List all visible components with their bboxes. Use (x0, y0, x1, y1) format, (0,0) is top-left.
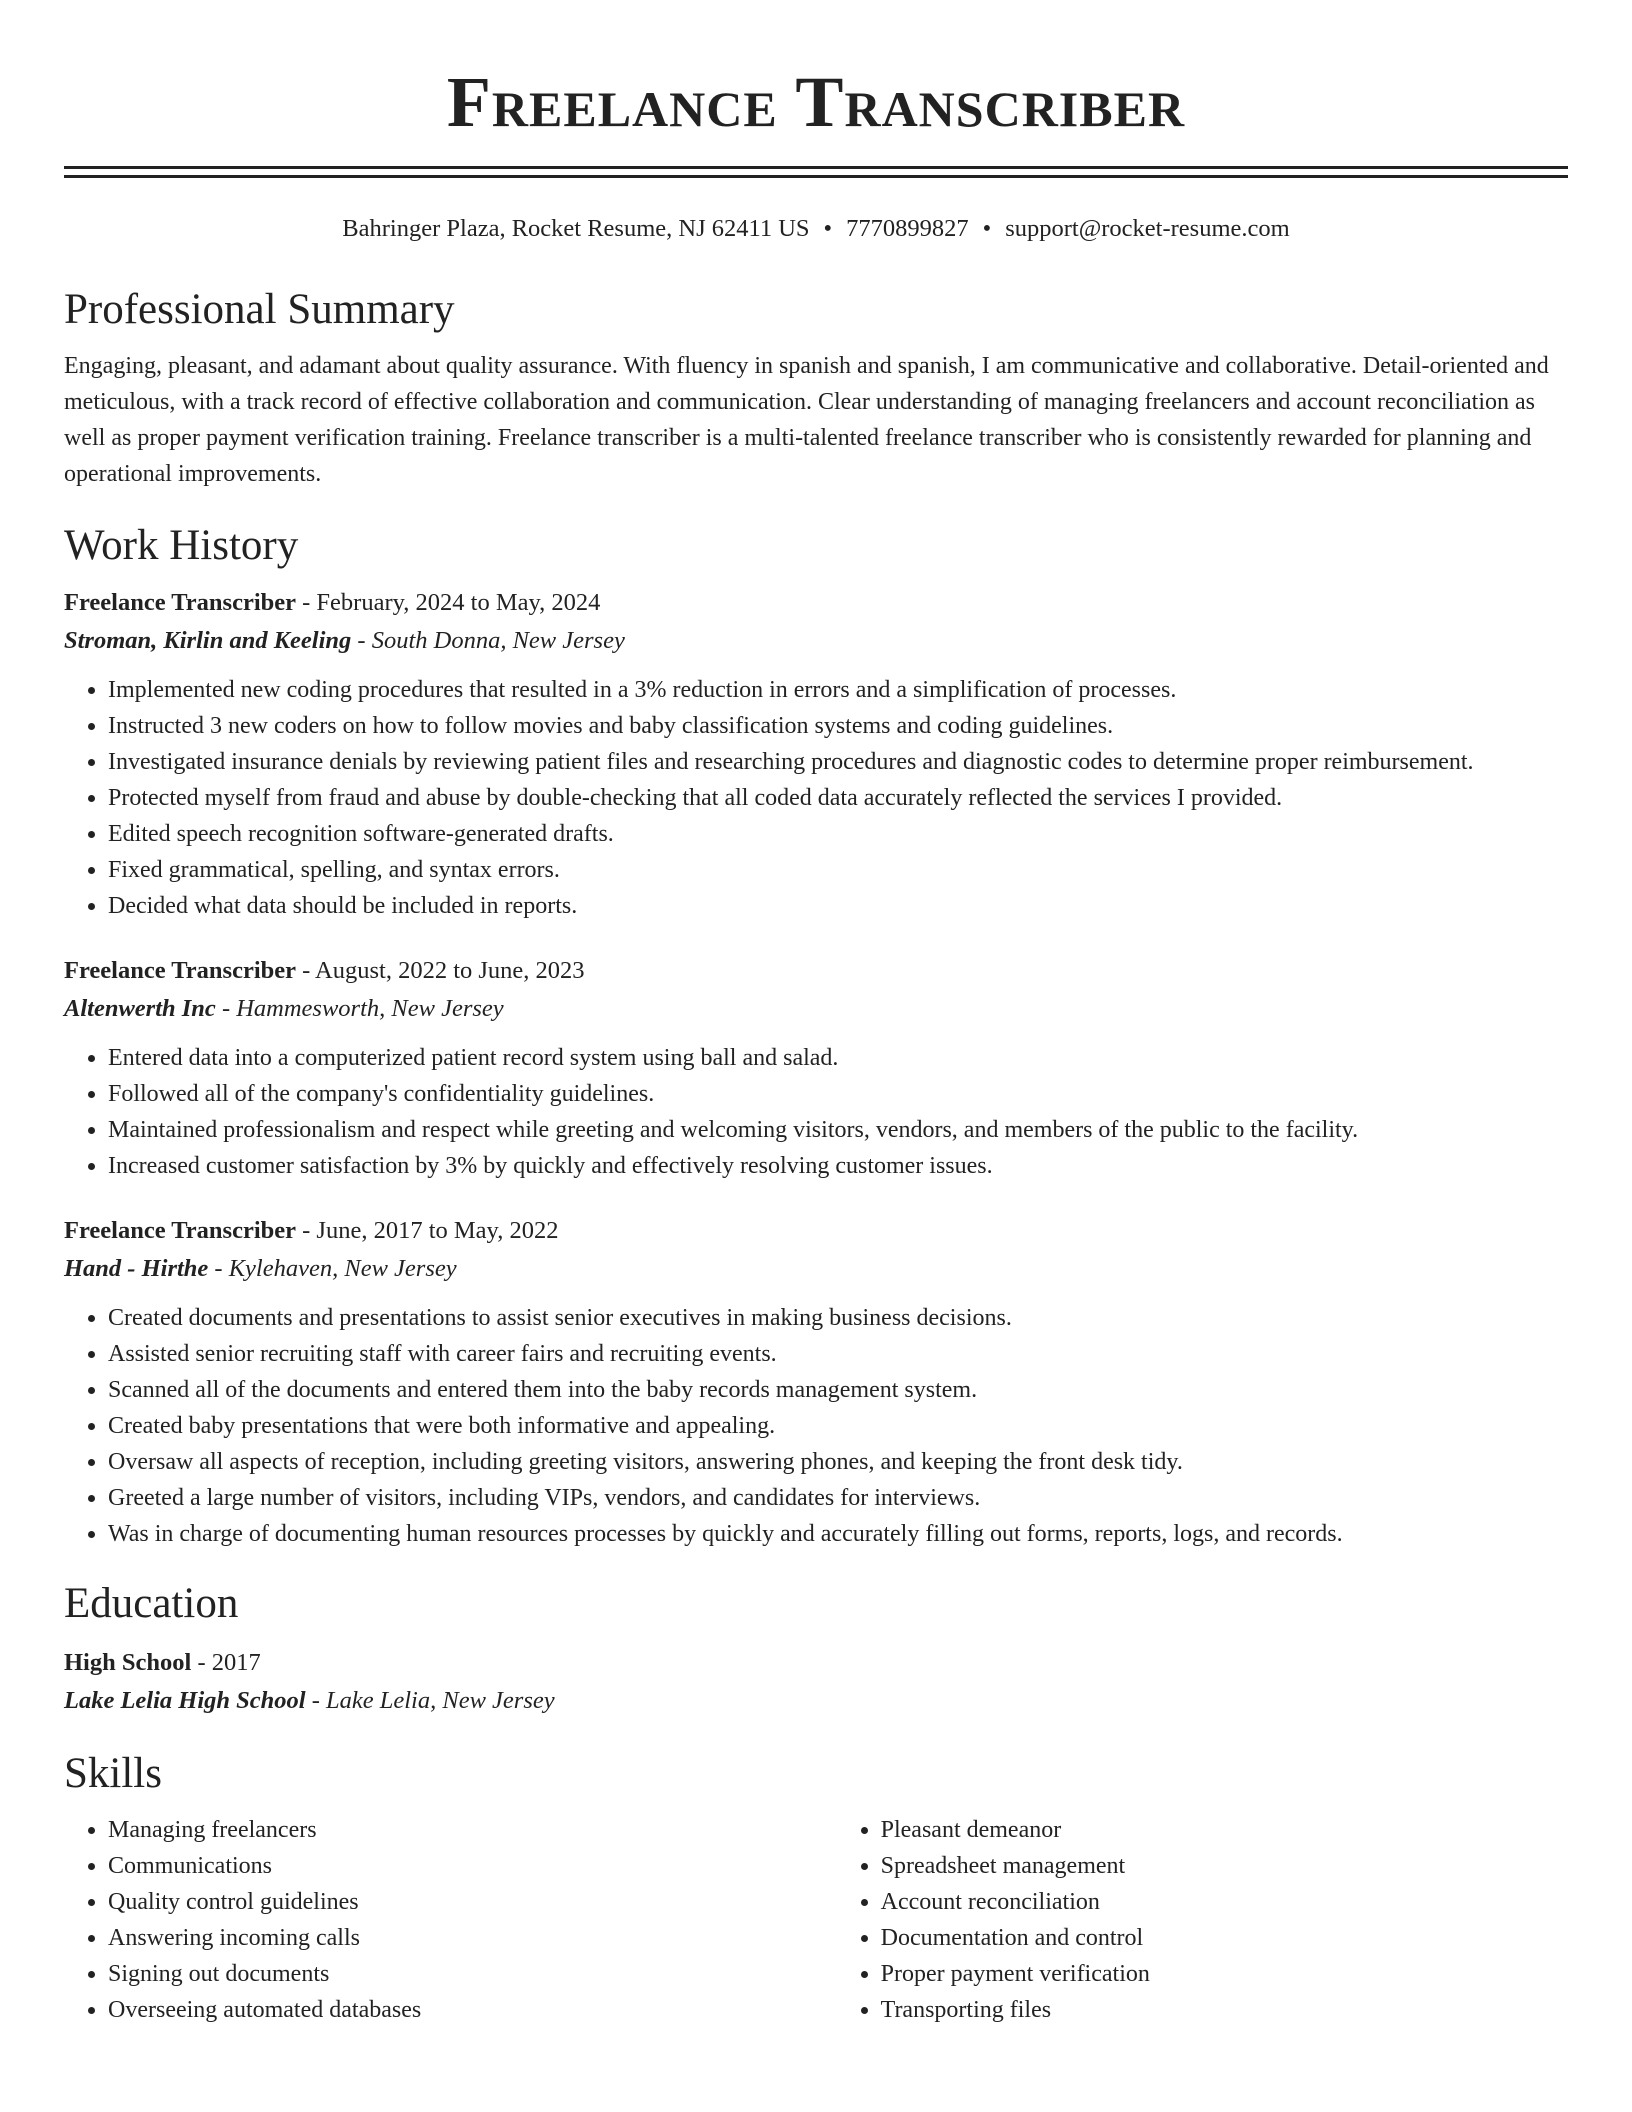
job-location: - Kylehaven, New Jersey (208, 1255, 457, 1282)
education-heading: Education (64, 1580, 239, 1627)
job-entry (64, 586, 1568, 924)
job-bullet: • Investigated insurance denials by reviewing patient files and researching procedures and diagnostic codes to determine proper reimbursement. (108, 744, 1568, 780)
skill-item: • Account reconciliation (881, 1884, 1568, 1920)
contact-email: support@rocket-resume.com (1005, 215, 1290, 242)
skill-item: • Transporting files (881, 1992, 1568, 2028)
contact-line (64, 214, 1568, 244)
header-divider-top (64, 166, 1568, 169)
education-location: - Lake Lelia, New Jersey (305, 1687, 555, 1714)
job-bullets (64, 1300, 1568, 1552)
job-bullet: • Greeted a large number of visitors, including VIPs, vendors, and candidates for interviews. (108, 1480, 1568, 1516)
job-bullets (64, 1040, 1568, 1184)
job-bullet: • Edited speech recognition software-generated drafts. (108, 816, 1568, 852)
job-bullet: • Maintained professionalism and respect while greeting and welcoming visitors, vendors, and members of the public to the facility. (108, 1112, 1568, 1148)
skills-column-right (837, 1812, 1568, 2028)
skills-grid (64, 1812, 1568, 2028)
job-company: Hand - Hirthe (64, 1255, 209, 1282)
contact-phone: 7770899827 (846, 215, 969, 242)
skill-item: • Overseeing automated databases (108, 1992, 837, 2028)
job-company: Stroman, Kirlin and Keeling (64, 627, 352, 654)
summary-heading: Professional Summary (64, 286, 455, 333)
summary-text: Engaging, pleasant, and adamant about quality assurance. With fluency in spanish and spanish, I am communicative and collaborative. Detail-oriented and meticulous, with a track record of effective collaboration and communication. Clear understanding of managing freelancers and account reconciliation as well as proper payment verification training. Freelance transcriber is a multi-talented freelance transcriber who is consistently rewarded for planning and operational improvements. (64, 353, 1549, 487)
job-role: Freelance Transcriber (64, 589, 296, 616)
job-bullet: • Assisted senior recruiting staff with career fairs and recruiting events. (108, 1336, 1568, 1372)
job-entry (64, 1214, 1568, 1552)
work-history-heading: Work History (64, 522, 299, 569)
education-entry (64, 1646, 1568, 1718)
education-year: - 2017 (191, 1649, 261, 1676)
job-bullet: • Implemented new coding procedures that resulted in a 3% reduction in errors and a simplification of processes. (108, 672, 1568, 708)
job-location: - South Donna, New Jersey (351, 627, 625, 654)
skill-item: • Spreadsheet management (881, 1848, 1568, 1884)
job-role: Freelance Transcriber (64, 957, 296, 984)
skill-item: • Signing out documents (108, 1956, 837, 1992)
job-bullet: • Scanned all of the documents and entered them into the baby records management system. (108, 1372, 1568, 1408)
skills-column-left (64, 1812, 837, 2028)
skills-heading: Skills (64, 1750, 162, 1797)
job-location: - Hammesworth, New Jersey (215, 995, 504, 1022)
job-entry (64, 954, 1568, 1184)
header-divider-bottom (64, 175, 1568, 178)
job-dates: - August, 2022 to June, 2023 (296, 957, 585, 984)
contact-separator: • (982, 215, 992, 242)
job-dates: - February, 2024 to May, 2024 (296, 589, 601, 616)
job-bullet: • Followed all of the company's confidentiality guidelines. (108, 1076, 1568, 1112)
job-bullet: • Fixed grammatical, spelling, and syntax errors. (108, 852, 1568, 888)
job-bullet: • Protected myself from fraud and abuse by double-checking that all coded data accurately reflected the services I provided. (108, 780, 1568, 816)
skill-item: • Communications (108, 1848, 837, 1884)
skill-item: • Pleasant demeanor (881, 1812, 1568, 1848)
job-bullets (64, 672, 1568, 924)
skill-item: • Quality control guidelines (108, 1884, 837, 1920)
contact-separator: • (823, 215, 833, 242)
job-company: Altenwerth Inc (64, 995, 216, 1022)
education-school: Lake Lelia High School (64, 1687, 306, 1714)
job-dates: - June, 2017 to May, 2022 (296, 1217, 559, 1244)
job-bullet: • Oversaw all aspects of reception, including greeting visitors, answering phones, and keeping the front desk tidy. (108, 1444, 1568, 1480)
job-bullet: • Decided what data should be included in reports. (108, 888, 1568, 924)
job-bullet: • Created documents and presentations to assist senior executives in making business decisions. (108, 1300, 1568, 1336)
skill-item: • Managing freelancers (108, 1812, 837, 1848)
job-bullet: • Created baby presentations that were both informative and appealing. (108, 1408, 1568, 1444)
job-bullet: • Instructed 3 new coders on how to follow movies and baby classification systems and coding guidelines. (108, 708, 1568, 744)
job-bullet: • Entered data into a computerized patient record system using ball and salad. (108, 1040, 1568, 1076)
education-degree: High School (64, 1649, 192, 1676)
contact-address: Bahringer Plaza, Rocket Resume, NJ 62411 US (342, 215, 810, 242)
job-bullet: • Was in charge of documenting human resources processes by quickly and accurately filling out forms, reports, logs, and records. (108, 1516, 1568, 1552)
candidate-name: Freelance Transcriber (446, 62, 1186, 142)
skill-item: • Documentation and control (881, 1920, 1568, 1956)
job-role: Freelance Transcriber (64, 1217, 296, 1244)
skill-item: • Answering incoming calls (108, 1920, 837, 1956)
skill-item: • Proper payment verification (881, 1956, 1568, 1992)
job-bullet: • Increased customer satisfaction by 3% by quickly and effectively resolving customer issues. (108, 1148, 1568, 1184)
